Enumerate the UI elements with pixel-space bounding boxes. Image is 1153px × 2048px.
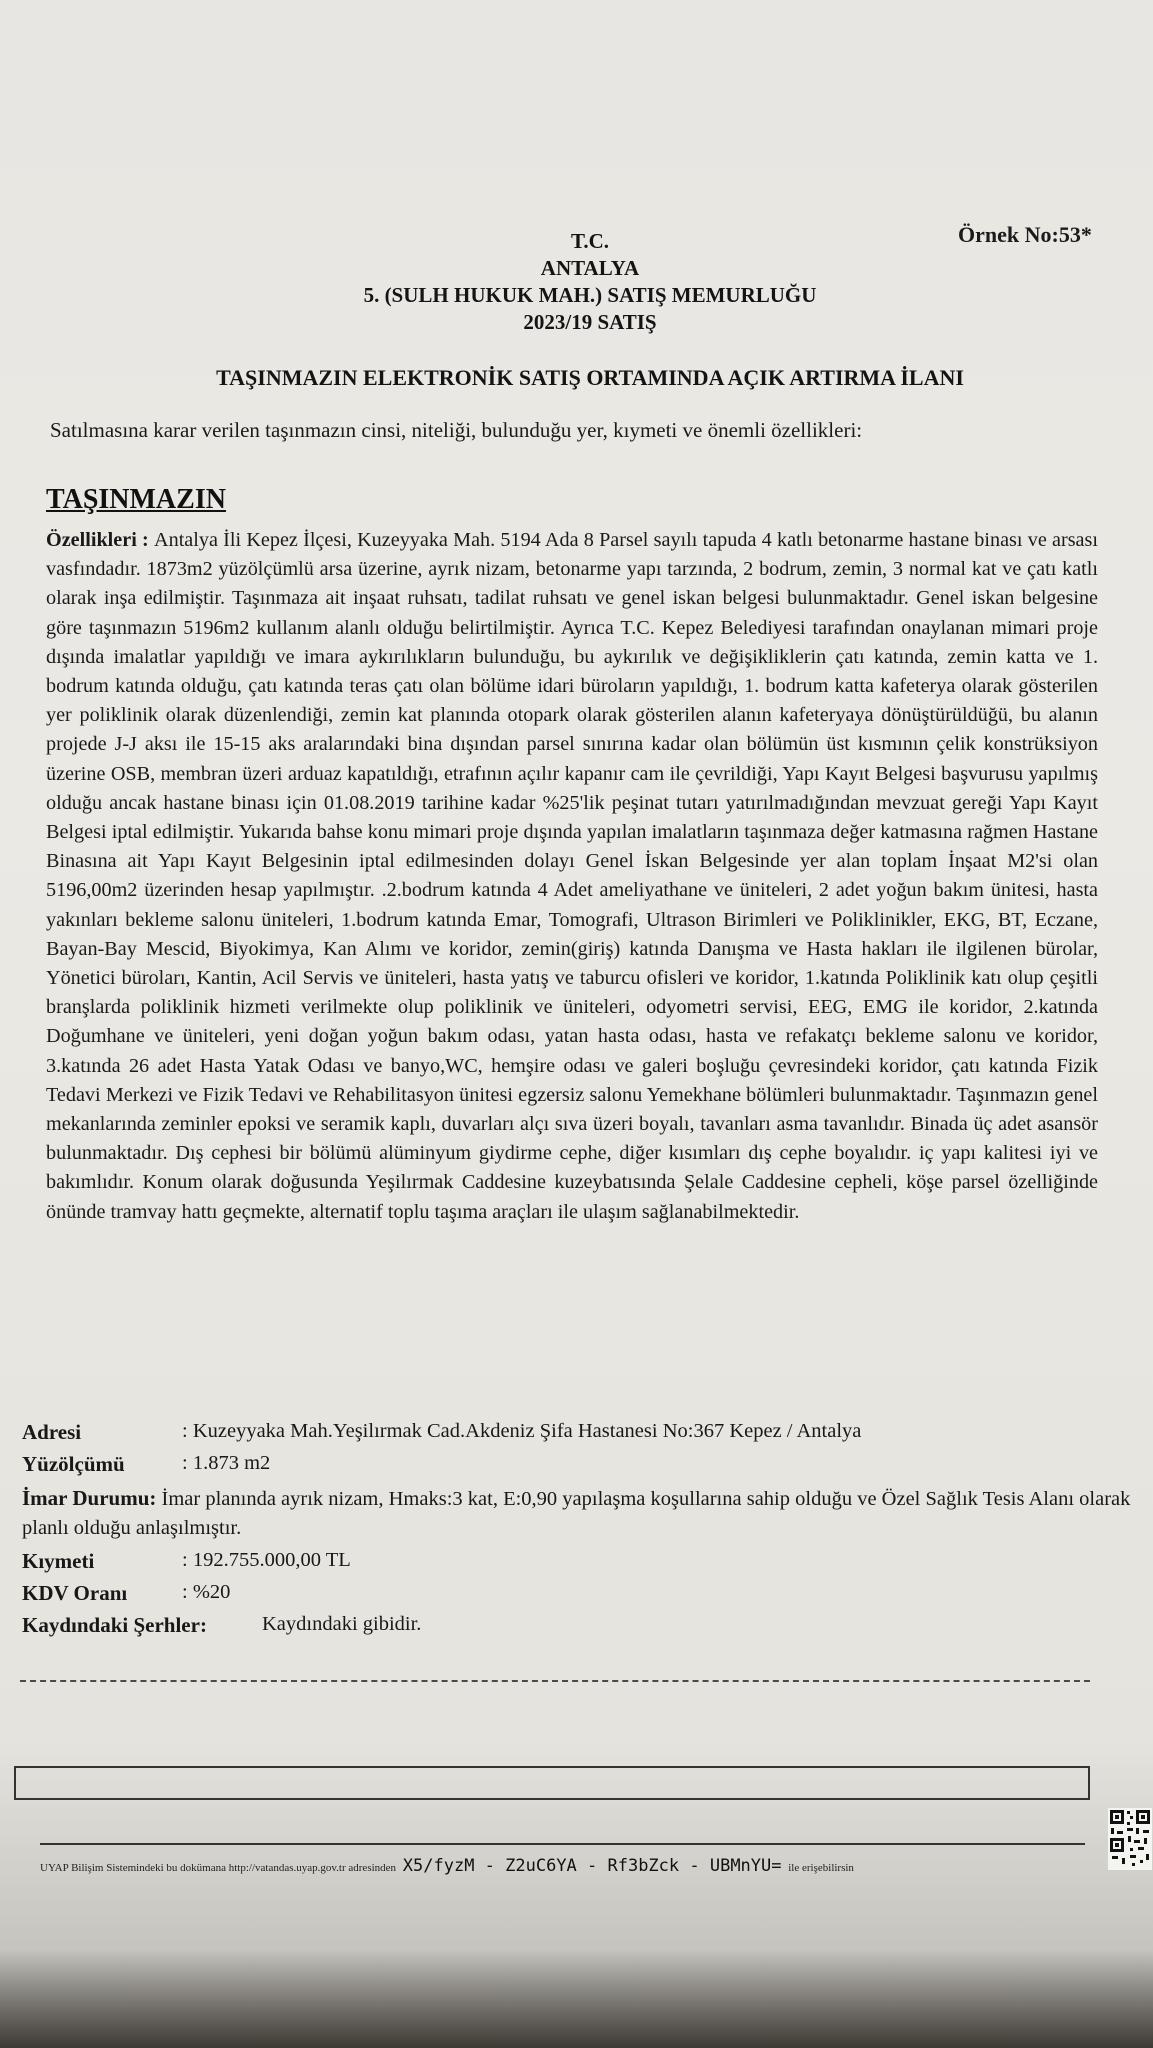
address-row [22,1420,1132,1452]
area-row [22,1452,1132,1484]
document-header [40,228,1140,336]
property-description [46,526,1098,1227]
property-fields [22,1420,1132,1645]
zoning-label: İmar Durumu: [22,1486,157,1510]
footer-prefix: UYAP Bilişim Sistemindeki bu dokümana http://vatandas.uyap.gov.tr adresinden [40,1862,397,1874]
header-file-number: 2023/19 SATIŞ [523,310,657,334]
area-label: Yüzölçümü [22,1452,125,1476]
footer-suffix: ile erişebilirsin [788,1862,854,1874]
verification-code: X5/fyzM - Z2uC6YA - Rf3bZck - UBMnYU= [402,1856,782,1876]
annotations-label: Kaydındaki Şerhler: [22,1613,207,1637]
zoning-value: İmar planında ayrık nizam, Hmaks:3 kat, E:0,90 yapılaşma koşullarına sahip olduğu ve Özel Sağlık Tesis Alanı olarak planlı olduğu anlaşılmıştır. [22,1488,1131,1539]
page-edge-shadow [0,1950,1153,2048]
value-amount: : 192.755.000,00 TL [182,1549,351,1571]
address-label: Adresi [22,1420,82,1444]
value-row [22,1549,1132,1581]
value-label: Kıymeti [22,1549,95,1573]
header-office: 5. (SULH HUKUK MAH.) SATIŞ MEMURLUĞU [363,283,817,307]
annotations-value: Kaydındaki gibidir. [262,1613,422,1635]
dashed-divider [20,1680,1090,1682]
vat-label: KDV Oranı [22,1581,128,1605]
header-tc: T.C. [570,229,610,253]
vat-row [22,1581,1132,1613]
features-text: Antalya İli Kepez İlçesi, Kuzeyyaka Mah. 5194 Ada 8 Parsel sayılı tapuda 4 katlı betonarme hastane binası ve arsası vasfındadır. 1873m2 yüzölçümlü arsa üzerine, ayrık nizam, betonarme yapı tarzında, 2 bodrum, zemin, 3 normal kat ve çatı katlı olarak inşa edilmiştir. Taşınmaza ait inşaat ruhsatı, tadilat ruhsatı ve genel iskan belgesi bulunmaktadır. Genel iskan belgesine göre taşınmazın 5196m2 kullanım alanlı olduğu belirtilmiştir. Ayrıca T.C. Kepez Belediyesi tarafından onaylanan mimari proje dışında imalatlar yapıldığı ve imara aykırılıkların bulunduğu, bu aykırılık ve değişikliklerin çatı katında, zemin katta ve 1. bodrum katında olduğu, çatı katında teras çatı olan bölüme idari büroların yapıldığı, 1. bodrum katta kafeterya olarak gösterilen yer poliklinik olarak düzenlendiği, zemin kat planında otopark olarak gösterilen alanın kafeteryaya dönüştürüldüğü, bu alanın projede J-J aksı ile 15-15 aks aralarındaki bina dışından parsel sınırına kadar olan bölümün üst kısmının çelik konstrüksiyon üzerine OSB, membran üzeri arduaz kapatıldığı, etrafının açılır kapanır cam ile çevrildiği, Yapı Kayıt Belgesi başvurusu yapılmış olduğu ancak hastane binası için 01.08.2019 tarihine kadar %25'lik peşinat tutarı yatırılmadığından mevzuat gereği Yapı Kayıt Belgesi iptal edilmiştir. Yukarıda bahse konu mimari proje dışında yapılan imalatların taşınmaza değer katmasına rağmen Hastane Binasına ait Yapı Kayıt Belgesinin iptal edilmesinden dolayı Genel İskan Belgesinde yer alan toplam İnşaat M2'si olan 5196,00m2 üzerinden hesap yapılmıştır. .2.bodrum katında 4 Adet ameliyathane ve üniteleri, 2 adet yoğun bakım ünitesi, hasta yakınları bekleme salonu üniteleri, 1.bodrum katında Emar, Tomografi, Ultrason Birimleri ve Poliklinikler, EKG, BT, Eczane, Bayan-Bay Mescid, Biyokimya, Kan Alımı ve koridor, zemin(giriş) katında Danışma ve Hasta hakları ile ilgilenen bürolar, Yönetici büroları, Kantin, Acil Servis ve üniteleri, hasta yatış ve taburcu ofisleri ve koridor, 1.katında Poliklinik katı olup çeşitli branşlarda poliklinik hizmeti verilmekte olup poliklinik ve üniteleri, odyometri servisi, EEG, EMG ile koridor, 2.katında Doğumhane ve üniteleri, yeni doğan yoğun bakım odası, yatan hasta odası, hasta ve refakatçı bekleme salonu ve koridor, 3.katında 26 adet Hasta Yatak Odası ve banyo,WC, hemşire odası ve galeri boşluğu çevresindeki koridor, çatı katında Fizik Tedavi Merkezi ve Fizik Tedavi ve Rehabilitasyon ünitesi egzersiz salonu Yemekhane bölümleri bulunmaktadır. Taşınmazın genel mekanlarında zeminler epoksi ve seramik kaplı, duvarları alçı sıva üzeri boyalı, tavanları asma tavanlıdır. Binada üç adet asansör bulunmaktadır. Dış cephesi bir bölümü alüminyum giydirme cephe, diğer kısımları dış cephe boyalıdır. iç yapı kalitesi iyi ve bakımlıdır. Konum olarak doğusunda Yeşilırmak Caddesine kuzeybatısında Şelale Caddesine cepheli, köşe parsel özelliğinde önünde tramvay hattı geçmekte, alternatif toplu taşıma araçları ile ulaşım sağlanabilmektedir. [46,529,1098,1223]
address-value: : Kuzeyyaka Mah.Yeşilırmak Cad.Akdeniz Şifa Hastanesi No:367 Kepez / Antalya [182,1420,862,1442]
footer-rule [40,1843,1085,1845]
section-title: TAŞINMAZIN [46,484,226,515]
example-number: Örnek No:53* [958,222,1092,247]
blank-box [14,1766,1090,1800]
annotations-row [22,1613,1132,1645]
vat-value: : %20 [182,1581,231,1603]
intro-text: Satılmasına karar verilen taşınmazın cinsi, niteliği, bulunduğu yer, kıymeti ve önemli özellikleri: [50,418,863,442]
zoning-row [22,1484,1132,1543]
footer [40,1856,1100,1876]
qr-code-icon [1108,1808,1152,1870]
announcement-title: TAŞINMAZIN ELEKTRONİK SATIŞ ORTAMINDA AÇIK ARTIRMA İLANI [216,365,964,390]
features-separator: : [136,529,155,551]
features-label: Özellikleri [46,529,137,551]
area-value: : 1.873 m2 [182,1452,271,1474]
header-city: ANTALYA [540,256,640,280]
